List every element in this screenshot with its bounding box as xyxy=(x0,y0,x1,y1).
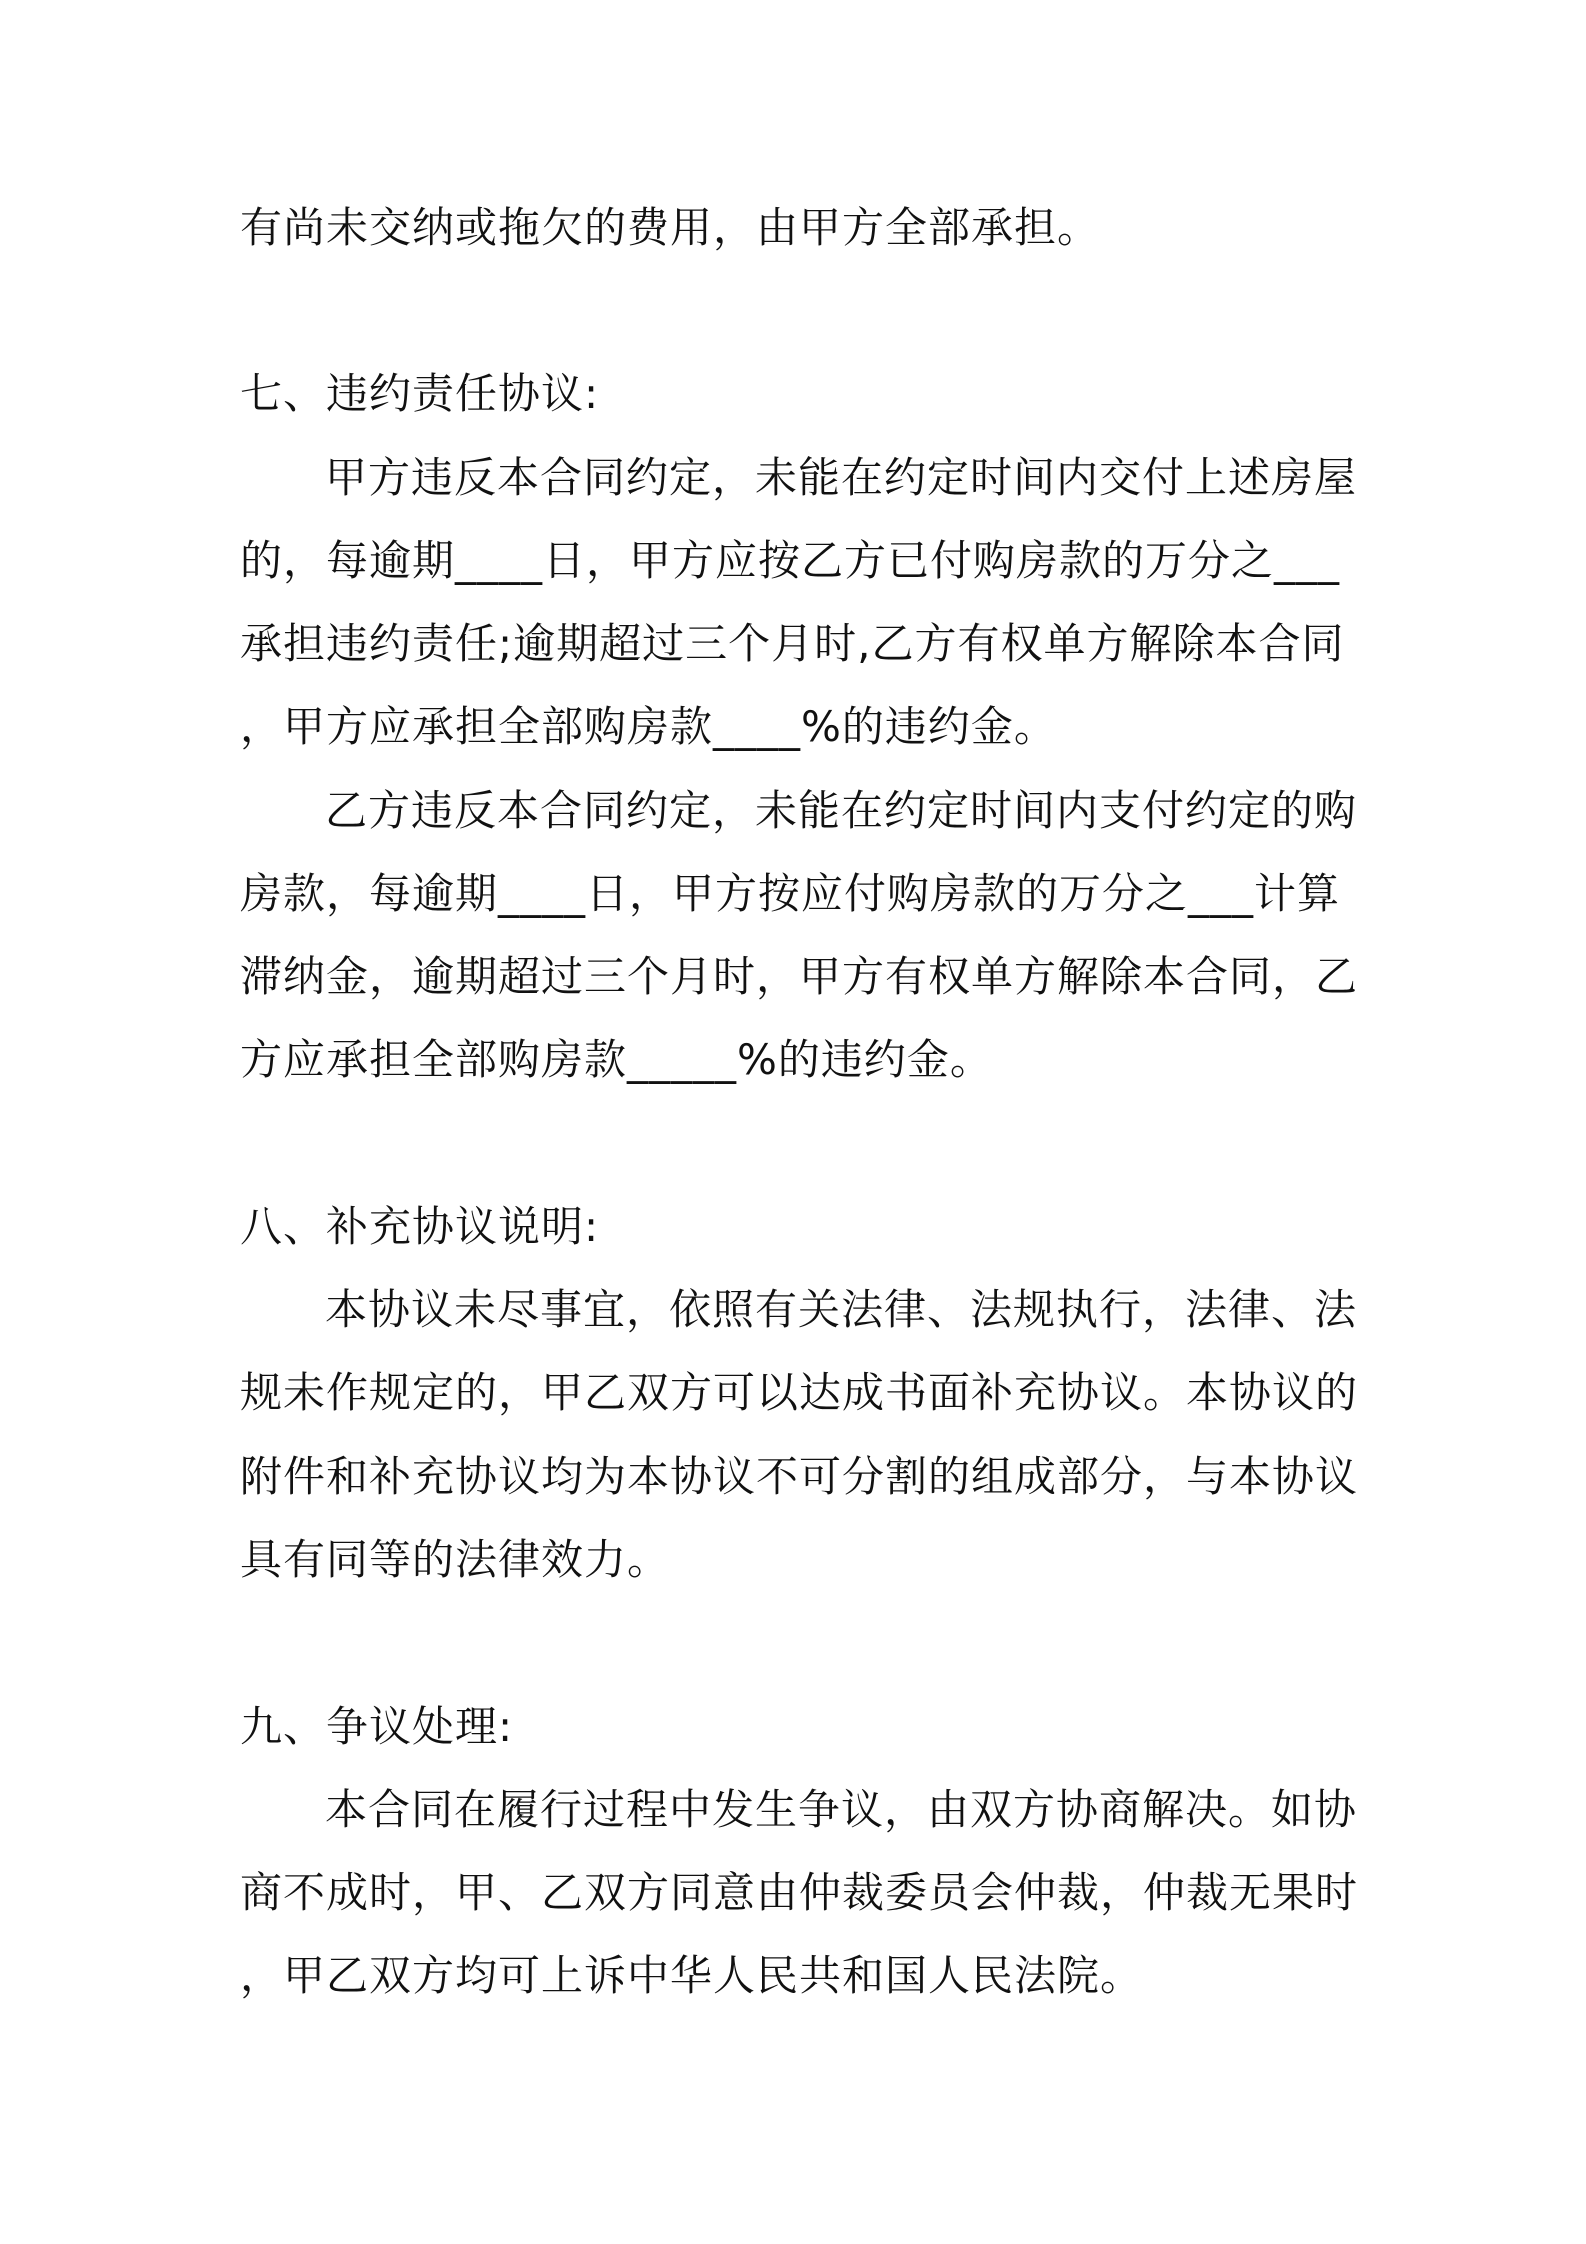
paragraph-line: 附件和补充协议均为本协议不可分割的组成部分，与本协议 xyxy=(240,1452,1359,1501)
paragraph-line: 甲方违反本合同约定，未能在约定时间内交付上述房屋 xyxy=(325,453,1358,502)
paragraph-line: 商不成时，甲、乙双方同意由仲裁委员会仲裁，仲裁无果时 xyxy=(240,1868,1359,1917)
paragraph-line: 本协议未尽事宜，依照有关法律、法规执行，法律、法 xyxy=(325,1285,1358,1334)
paragraph-line: 方应承担全部购房款_____%的违约金。 xyxy=(240,1035,993,1084)
paragraph-line: 滞纳金，逾期超过三个月时，甲方有权单方解除本合同，乙 xyxy=(240,952,1359,1001)
paragraph-line: ，甲方应承担全部购房款____%的违约金。 xyxy=(240,702,1057,751)
paragraph-line: 的，每逾期____日，甲方应按乙方已付购房款的万分之___ xyxy=(240,536,1341,585)
paragraph-line: 房款，每逾期____日，甲方按应付购房款的万分之___计算 xyxy=(240,869,1341,918)
paragraph-line: 乙方违反本合同约定，未能在约定时间内支付约定的购 xyxy=(325,786,1358,835)
section-heading-7: 七、违约责任协议: xyxy=(240,369,600,418)
paragraph-line: 本合同在履行过程中发生争议，由双方协商解决。如协 xyxy=(325,1785,1358,1834)
section-heading-8: 八、补充协议说明: xyxy=(240,1202,600,1251)
paragraph-line: 承担违约责任;逾期超过三个月时,乙方有权单方解除本合同 xyxy=(240,619,1345,668)
section-heading-9: 九、争议处理: xyxy=(240,1702,514,1751)
paragraph-line: ，甲乙双方均可上诉中华人民共和国人民法院。 xyxy=(240,1951,1144,2000)
paragraph-line: 规未作规定的，甲乙双方可以达成书面补充协议。本协议的 xyxy=(240,1368,1359,1417)
paragraph-line: 有尚未交纳或拖欠的费用，由甲方全部承担。 xyxy=(240,203,1101,252)
paragraph-line: 具有同等的法律效力。 xyxy=(240,1535,671,1584)
